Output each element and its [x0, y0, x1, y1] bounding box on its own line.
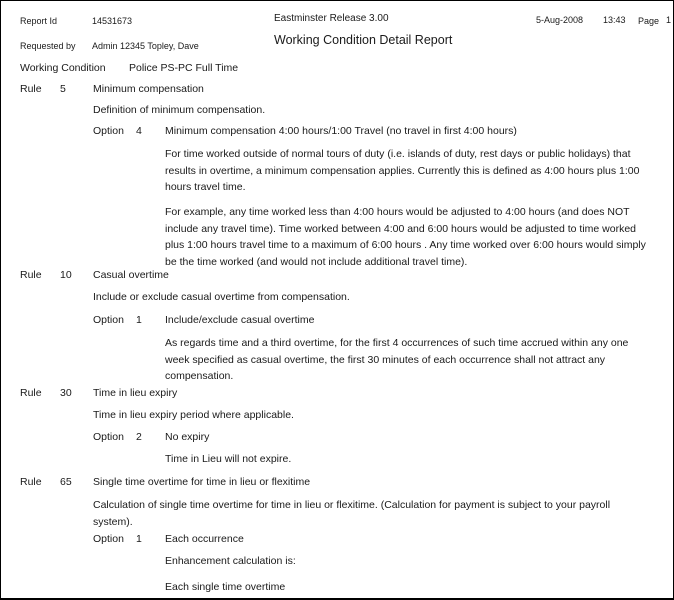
rule-number: 5	[60, 83, 66, 95]
rule-label: Rule	[20, 476, 42, 488]
rule-label: Rule	[20, 83, 42, 95]
option-paragraph: As regards time and a third overtime, for the first 4 occurrences of such time accrued within any one week specified as casual overtime, the first 30 minutes of each occurrence shall not attract any compensation.	[165, 337, 629, 382]
option-label: Option	[93, 314, 124, 326]
page-number: 1	[666, 15, 672, 25]
working-condition-value: Police PS-PC Full Time	[129, 62, 239, 74]
option-number: 1	[136, 533, 142, 545]
rule-label: Rule	[20, 387, 42, 399]
rule-number: 30	[60, 387, 72, 399]
option-number: 4	[136, 125, 142, 137]
rule-definition: Definition of minimum compensation.	[93, 104, 266, 116]
requested-by-value: Admin 12345 Topley, Dave	[92, 41, 199, 51]
rule-name: Casual overtime	[93, 269, 169, 281]
rule-name: Single time overtime for time in lieu or flexitime	[93, 476, 311, 488]
app-release: Eastminster Release 3.00	[274, 13, 389, 24]
rule-number: 10	[60, 269, 72, 281]
option-name: No expiry	[165, 431, 210, 443]
rule-number: 65	[60, 476, 72, 488]
report-time: 13:43	[603, 15, 626, 25]
report-id-value: 14531673	[92, 16, 133, 26]
option-paragraph: For time worked outside of normal tours of duty (i.e. islands of duty, rest days or public holidays) that results in overtime, a minimum compensation applies. Currently this is defined as 4:00 hours plus 1:00 hours travel time.	[165, 148, 640, 193]
option-paragraph: For example, any time worked less than 4:00 hours would be adjusted to 4:00 hours (and does NOT include any travel time). Time worked between 4:00 and 6:00 hours would be adjusted to time worked plus 1:00 hours travel time to a maximum of 6:00 hours . Any time worked over 6:00 hours would simply be the time worked (and would not include additional travel time).	[165, 206, 646, 268]
working-condition-label: Working Condition	[20, 62, 106, 74]
report-date: 5-Aug-2008	[536, 15, 584, 25]
rule-name: Time in lieu expiry	[93, 387, 178, 399]
rule-definition: Include or exclude casual overtime from compensation.	[93, 291, 350, 303]
option-name: Include/exclude casual overtime	[165, 314, 315, 326]
option-label: Option	[93, 125, 124, 137]
option-name: Minimum compensation 4:00 hours/1:00 Travel (no travel in first 4:00 hours)	[165, 125, 517, 137]
option-label: Option	[93, 533, 124, 545]
page-label: Page	[638, 16, 660, 26]
option-number: 1	[136, 314, 142, 326]
option-number: 2	[136, 431, 142, 443]
rule-definition: Time in lieu expiry period where applicable.	[93, 409, 294, 421]
rule-definition: Calculation of single time overtime for time in lieu or flexitime. (Calculation for payment is subject to your payroll system).	[93, 499, 611, 528]
option-paragraph: Enhancement calculation is:	[165, 555, 296, 567]
option-name: Each occurrence	[165, 533, 244, 545]
rule-name: Minimum compensation	[93, 83, 204, 95]
report-id-label: Report Id	[20, 16, 58, 26]
option-label: Option	[93, 431, 124, 443]
rule-label: Rule	[20, 269, 42, 281]
option-paragraph: Each single time overtime	[165, 581, 286, 593]
requested-by-label: Requested by	[20, 41, 76, 51]
report-title: Working Condition Detail Report	[274, 33, 453, 47]
option-paragraph: Time in Lieu will not expire.	[165, 453, 292, 465]
